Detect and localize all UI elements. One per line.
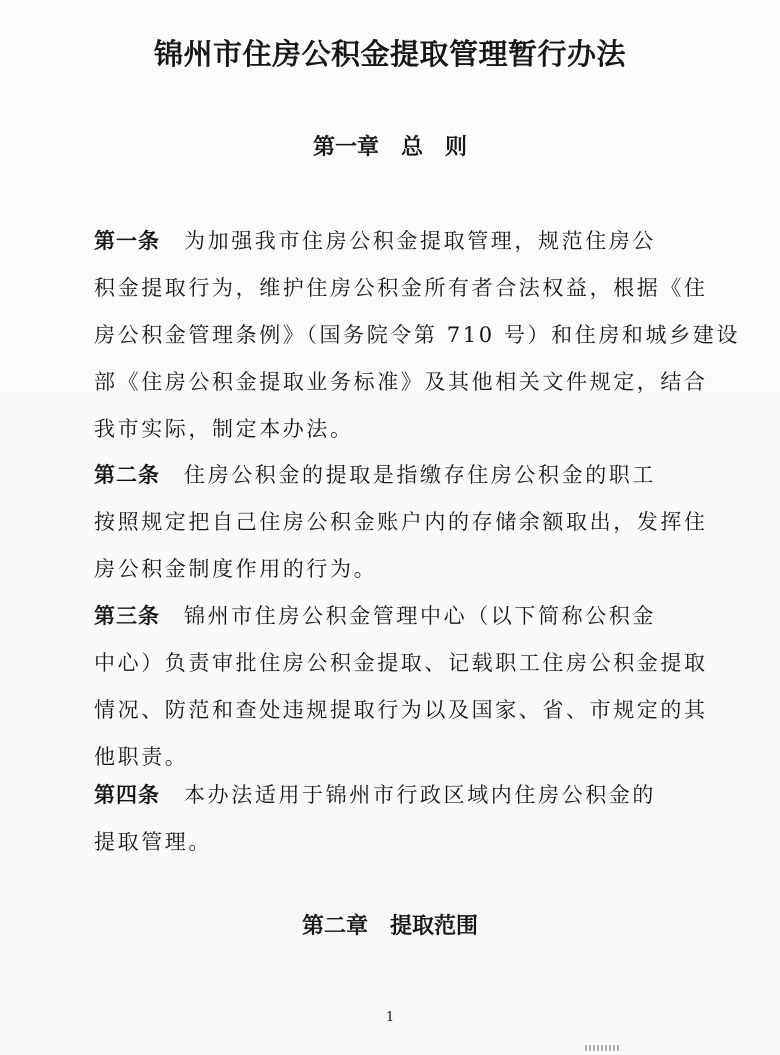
article-2-label: 第二条 <box>94 463 160 487</box>
article-4-label: 第四条 <box>94 783 160 807</box>
article-1-line-5: 我市实际，制定本办法。 <box>94 417 354 441</box>
chapter-2-heading <box>0 912 780 942</box>
article-1-label: 第一条 <box>94 229 160 253</box>
page-number: 1 <box>385 1010 395 1025</box>
article-4-line-2: 提取管理。 <box>94 830 212 854</box>
chapter-1-number: 第一章 <box>312 135 379 160</box>
article-2-line-2: 按照规定把自己住房公积金账户内的存储余额取出，发挥住 <box>94 510 708 534</box>
article-2 <box>94 452 708 593</box>
article-3 <box>94 593 708 781</box>
article-1-line-4: 部《住房公积金提取业务标准》及其他相关文件规定，结合 <box>94 370 708 394</box>
article-3-line-3: 情况、防范和查处违规提取行为以及国家、省、市规定的其 <box>94 698 708 722</box>
article-3-line-2: 中心）负责审批住房公积金提取、记载职工住房公积金提取 <box>94 651 708 675</box>
article-3-line-1 <box>94 593 704 640</box>
article-3-label: 第三条 <box>94 604 160 628</box>
article-3-line-4: 他职责。 <box>94 745 189 769</box>
article-1-line-1 <box>94 218 704 265</box>
article-1-text-1: 为加强我市住房公积金提取管理，规范住房公 <box>184 229 656 253</box>
article-3-text-1: 锦州市住房公积金管理中心（以下简称公积金 <box>184 604 656 628</box>
chapter-2-number: 第二章 <box>301 914 368 939</box>
article-1-line-3: 房公积金管理条例》（国务院令第 710 号）和住房和城乡建设 <box>94 323 740 347</box>
article-4 <box>94 772 704 866</box>
chapter-1-heading <box>0 133 780 163</box>
article-2-line-3: 房公积金制度作用的行为。 <box>94 557 378 581</box>
article-1-line-2: 积金提取行为，维护住房公积金所有者合法权益，根据《住 <box>94 276 708 300</box>
document-title: 锦州市住房公积金提取管理暂行办法 <box>153 37 626 71</box>
chapter-2-name: 提取范围 <box>390 914 479 939</box>
scan-artifact <box>585 1045 619 1051</box>
article-2-line-1 <box>94 452 704 499</box>
article-4-line-1 <box>94 772 704 819</box>
article-2-text-1: 住房公积金的提取是指缴存住房公积金的职工 <box>184 463 656 487</box>
chapter-1-name: 总 则 <box>401 135 468 160</box>
article-1 <box>94 218 740 453</box>
article-4-text-1: 本办法适用于锦州市行政区域内住房公积金的 <box>184 783 656 807</box>
